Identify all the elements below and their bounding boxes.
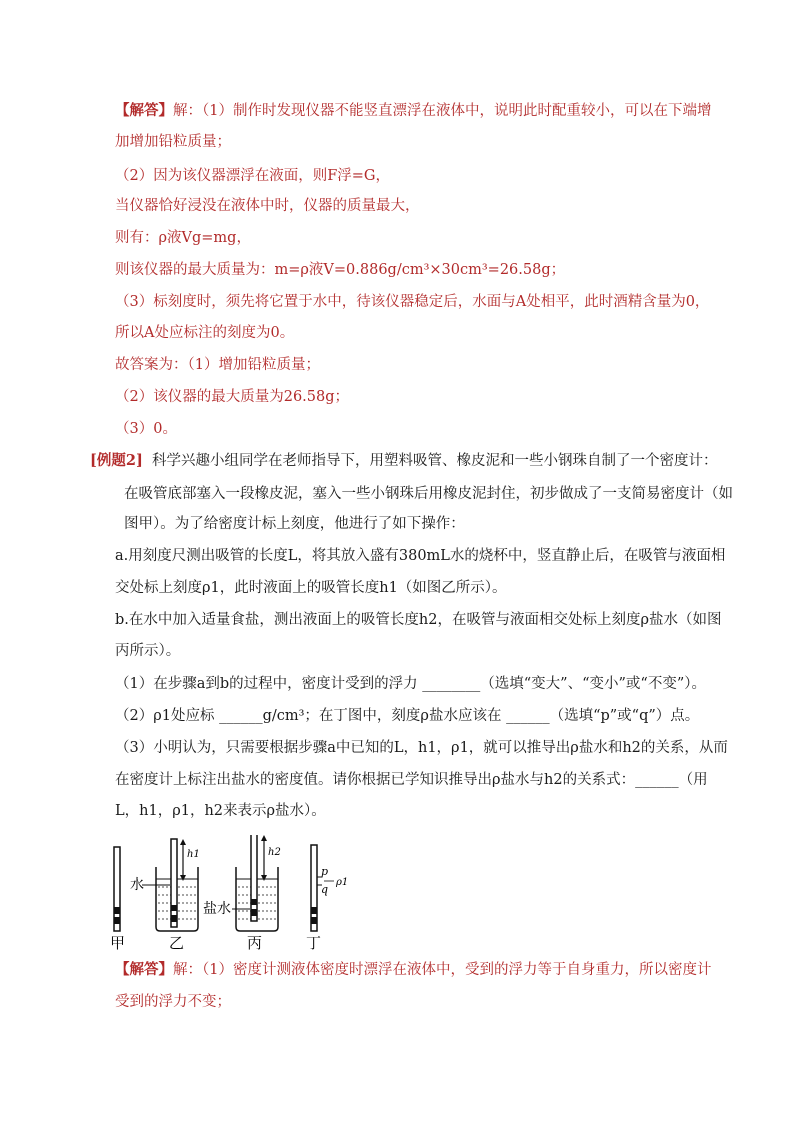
example2-line-1: [例题2] 科学兴趣小组同学在老师指导下，用塑料吸管、橡皮泥和一些小钢珠自制了一个密度计： [90,452,718,469]
p-label: p [321,865,329,878]
answer1-line-2: 加增加铅粒质量； [115,134,231,150]
caption-yi: 乙 [169,934,185,952]
answer1-line-6: 则该仪器的最大质量为：m=ρ液V=0.886g/cm³×30cm³=26.58g； [115,262,566,278]
q-label: q [321,883,329,896]
example2-line-4: a.用刻度尺测出吸管的长度L，将其放入盛有380mL水的烧杯中，竖直静止后，在吸管与液面相 [115,548,726,564]
question-1: （1）在步骤a到b的过程中，密度计受到的浮力 ________（选填“变大”、“变小”或“不变”）。 [115,676,706,692]
brine-label: 盐水 [203,901,231,917]
question-2: （2）ρ1处应标 ______g/cm³；在丁图中，刻度ρ盐水应该在 ______（选填“p”或“q”）点。 [115,708,700,724]
answer1-line-10: （2）该仪器的最大质量为26.58g； [115,389,350,405]
example2-line-5: 交处标上刻度ρ1，此时液面上的吸管长度h1（如图乙所示）。 [115,580,507,596]
answer2-line-1: 【解答】解：（1）密度计测液体密度时漂浮在液体中，受到的浮力等于自身重力，所以密度计 [115,961,712,978]
question-3-line-1: （3）小明认为，只需要根据步骤a中已知的L，h1，ρ1，就可以推导出ρ盐水和h2的关系，从而 [115,740,728,756]
example-tag: [例题2] [90,452,143,469]
water-label: 水 [130,877,144,893]
straw-jia [114,847,120,931]
question-3-line-3: L，h1，ρ1，h2来表示ρ盐水）。 [115,803,326,819]
answer1-line-5: 则有：ρ液Vg=mg， [115,230,251,246]
example2-line-3: 图甲）。为了给密度计标上刻度，他进行了如下操作： [124,516,465,532]
answer1-line-1: 【解答】解：（1）制作时发现仪器不能竖直漂浮在液体中，说明此时配重较小，可以在下端增 [115,102,712,119]
answer-tag-2: 【解答】 [115,961,173,978]
answer1-line-4: 当仪器恰好浸没在液体中时，仪器的质量最大， [115,198,420,214]
answer2-line-2: 受到的浮力不变； [115,994,231,1010]
example2-line-6: b.在水中加入适量食盐，测出液面上的吸管长度h2，在吸管与液面相交处标上刻度ρ盐水（如图 [115,612,722,628]
example2-line-7: 丙所示）。 [115,643,181,659]
caption-bing: 丙 [247,934,263,952]
rho1-label: ρ1 [336,877,349,888]
answer-tag: 【解答】 [115,102,173,119]
example2-line-2: 在吸管底部塞入一段橡皮泥，塞入一些小钢珠后用橡皮泥封住，初步做成了一支简易密度计（如 [124,486,733,502]
caption-jia: 甲 [110,934,126,952]
answer1-line-9: 故答案为：（1）增加铅粒质量； [115,357,320,373]
h2-label: h2 [268,847,281,858]
caption-ding: 丁 [306,934,322,952]
answer1-line-8: 所以A处应标注的刻度为0。 [115,325,295,341]
question-3-line-2: 在密度计上标注出盐水的密度值。请你根据已学知识推导出ρ盐水与h2的关系式：______（用 [115,772,708,788]
h1-label: h1 [187,849,200,860]
answer1-line-11: （3）0。 [115,421,177,437]
answer1-line-3: （2）因为该仪器漂浮在液面，则F浮=G， [115,168,391,184]
densimeter-figure [108,835,368,953]
answer1-line-7: （3）标刻度时，须先将它置于水中，待该仪器稳定后，水面与A处相平，此时酒精含量为0， [115,294,710,310]
